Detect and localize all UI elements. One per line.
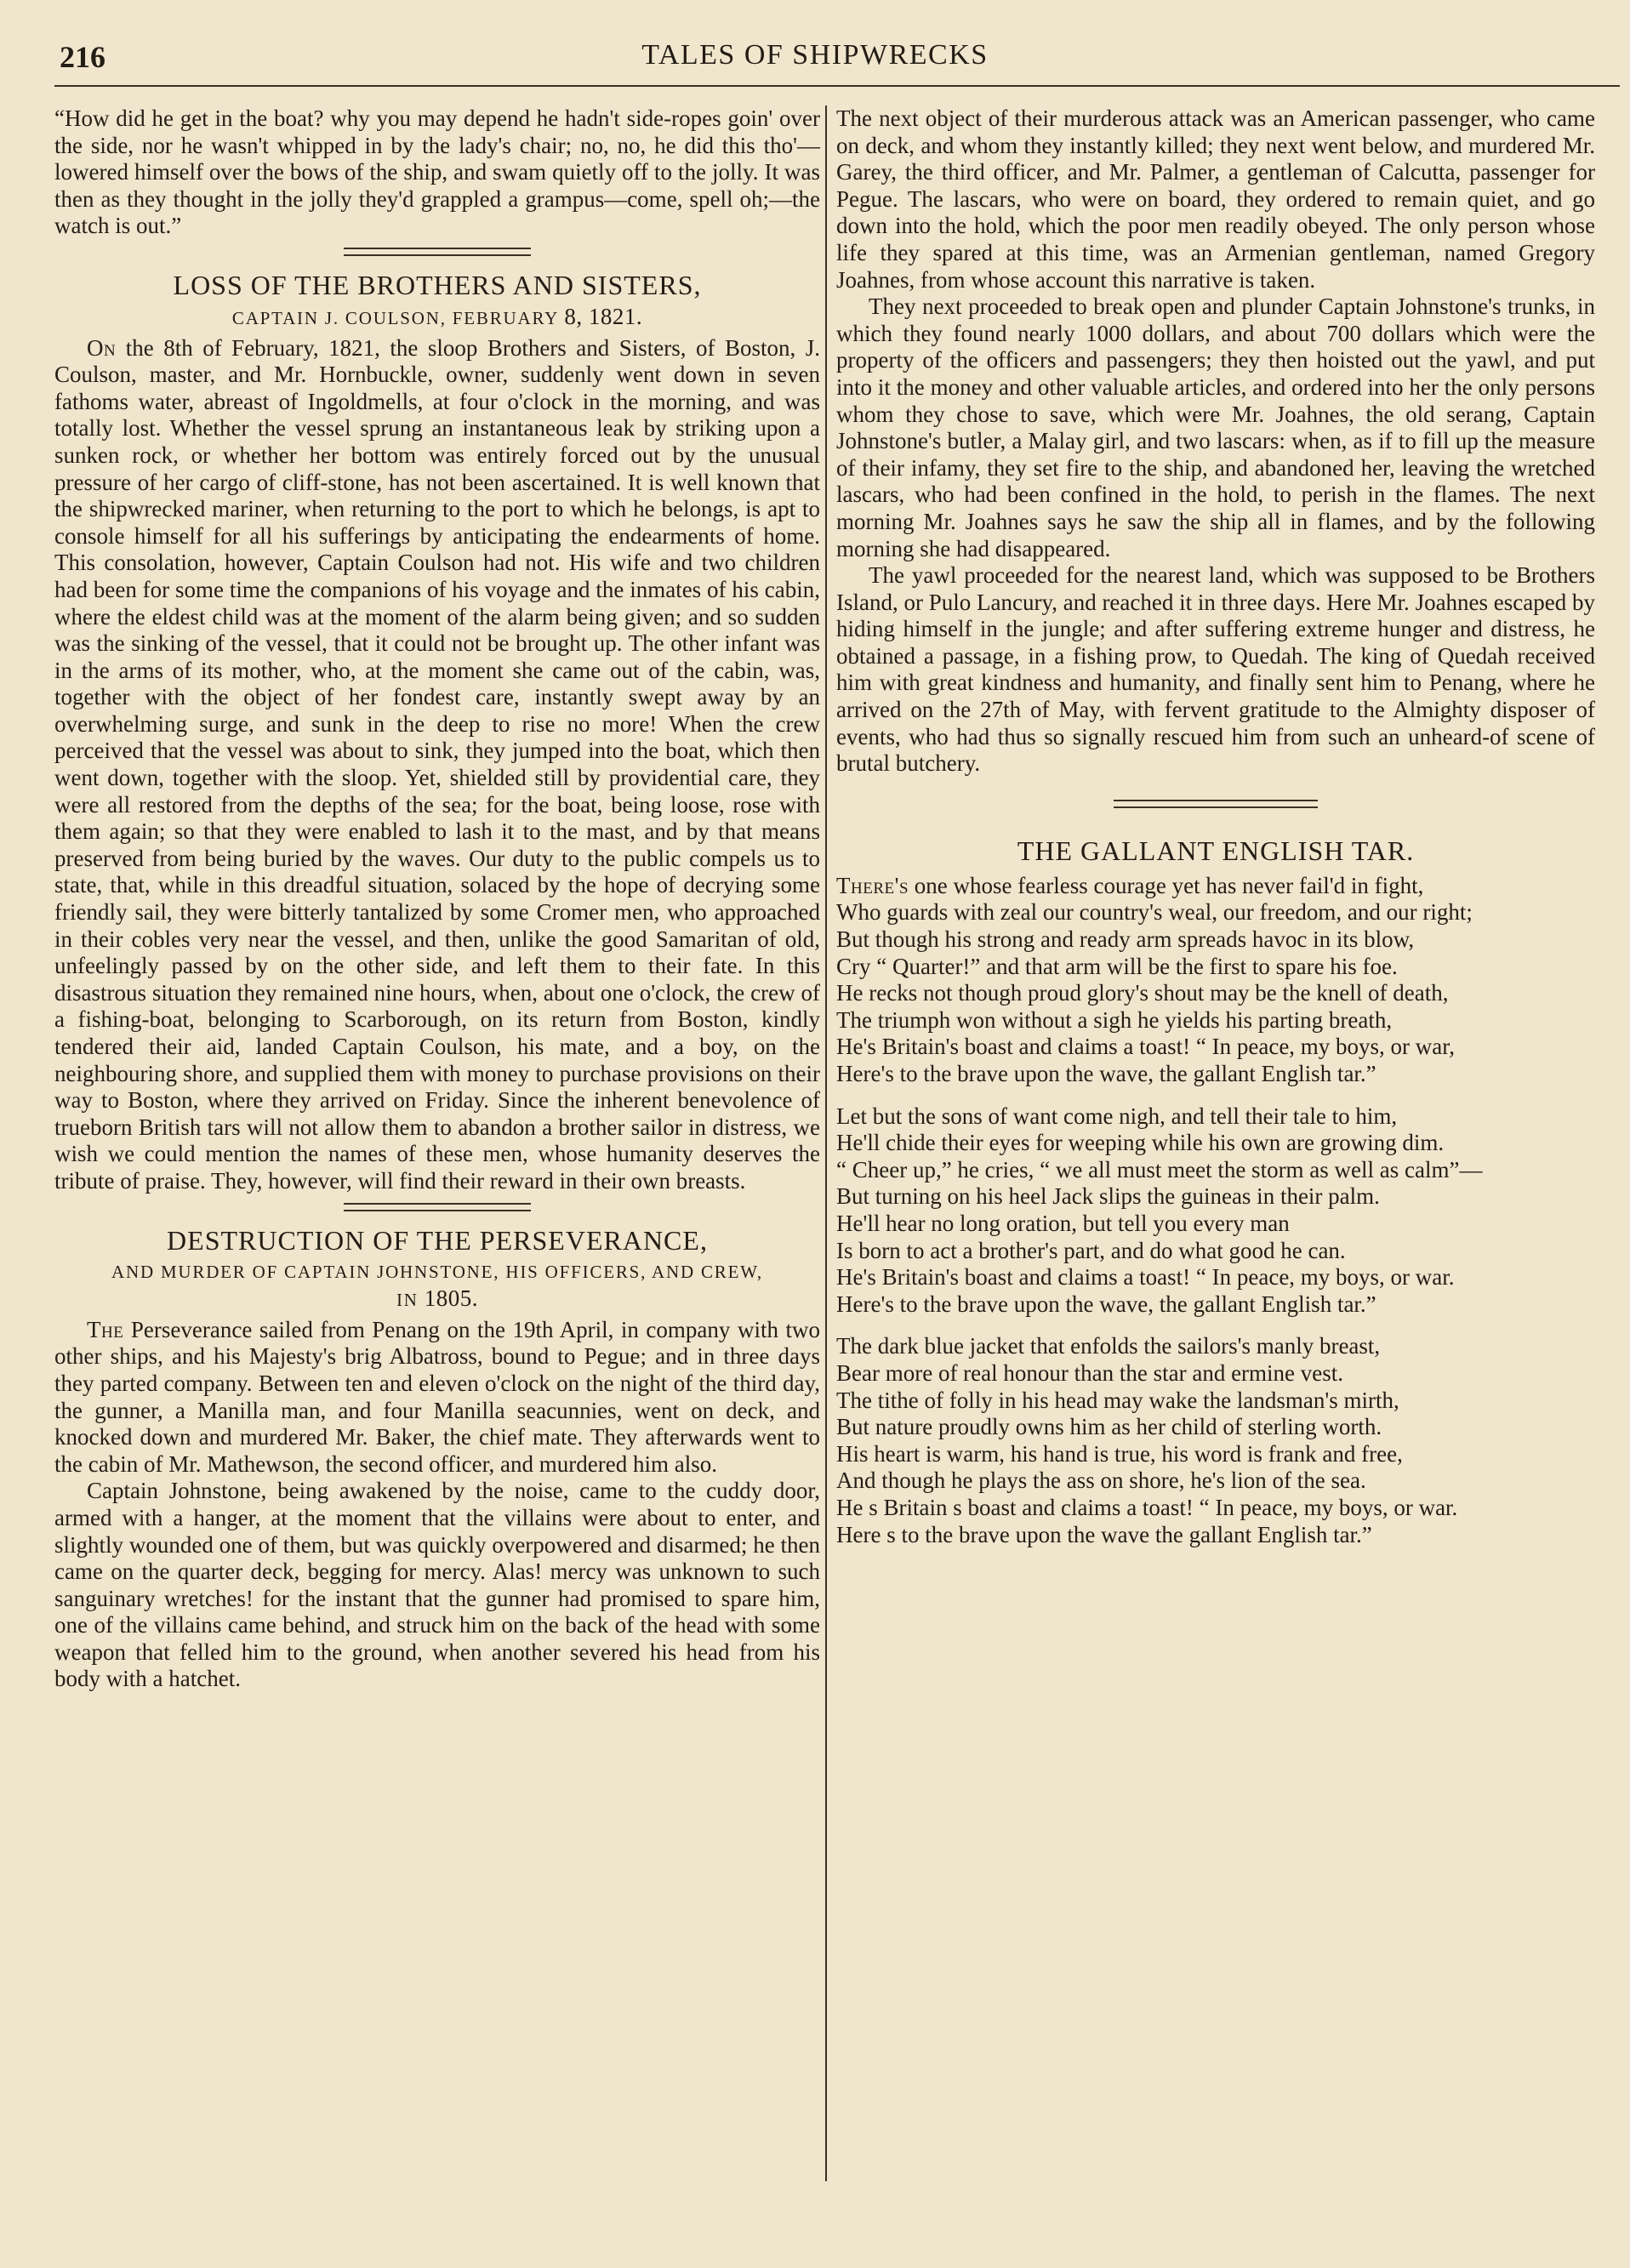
dateline-text: CAPTAIN J. COULSON, FEBRUARY [231, 307, 559, 328]
paragraph-text: the 8th of February, 1821, the sloop Brothers and Sisters, of Boston, J. Coulson, master, and Mr. Hornbuckle, owner, suddenly went down in seven fathoms water, abreast of Ingoldmells, at four o'clock in the morning, and was totally lost. Whether the vessel sprung an instantaneous leak by striking upon a sunken rock, or whether her bottom was entirely forced out by the unusual pressure of her cargo of cliff-stone, has not been ascertained. It is well known that the shipwrecked mariner, when returning to the port to which he belongs, is apt to console himself for all his sufferings by anticipating the endearments of home. This consolation, however, Captain Coulson had not. His wife and two children had been for some time the companions of his voyage and the inmates of his cabin, where the eldest child was at the moment of the alarm being given; and so sudden was the sinking of the vessel, that it could not be brought up. The other infant was in the arms of its mother, who, at the moment she came out of the cabin, was, together with the object of her fondest care, instantly swept away by an overwhelming surge, and sunk in the deep to rise no more! When the crew perceived that the vessel was about to sink, they jumped into the boat, which then went down, together with the sloop. Yet, shielded still by providential care, they were all restored from the depths of the sea; for the boat, being loose, rose with them again; so that they were enabled to lash it to the mast, and by that means preserved from being buried by the waves. Our duty to the public compels us to state, that, while in this dreadful situation, solaced by the hope of decrying some friendly sail, they were bitterly tantalized by some Cromer men, who approached in their cobles very near the vessel, and then, unlike the good Samaritan of old, unfeelingly passed by on the other side, and left them to their fate. In this disastrous situation they remained nine hours, when, about one o'clock, the crew of a fishing-boat, belonging to Scarborough, on its return from Boston, kindly tendered their aid, landed Captain Coulson, his mate, and a boy, on the neighbouring shore, and supplied them with money to purchase provisions on their way to Boston, where they arrived on Friday. Since the inherent benevolence of trueborn British tars will not allow them to abandon a brother sailor in distress, we wish we could mention the names of these men, whose humanity deserves the tribute of praise. They, however, will find their reward in their own breasts. [54, 334, 821, 1194]
poem-line: The triumph won without a sigh he yields his parting breath, [836, 1006, 1393, 1033]
poem-line: Cry “ Quarter!” and that arm will be the first to spare his foe. [836, 953, 1398, 979]
poem-title: THE GALLANT ENGLISH TAR. [1017, 835, 1415, 866]
poem-line: He's Britain's boast and claims a toast! “ In peace, my boys, or war. [836, 1264, 1455, 1291]
poem-stanza [836, 1103, 1595, 1319]
poem-line: He'll hear no long oration, but tell you every man [836, 1210, 1290, 1236]
dateline-date: 1805. [424, 1285, 479, 1312]
poem-stanza [836, 1333, 1595, 1548]
article-body-paragraph [54, 335, 820, 1195]
article-body-paragraph: Captain Johnstone, being awakened by the noise, came to the cuddy door, armed with a hanger, at the moment that the villains were about to enter, and slightly wounded one of them, but was quickly overpowered and disarmed; he then came on the quarter deck, begging for mercy. Alas! mercy was unknown to such sanguinary wretches! for the instant that the gunner had promised to spare him, one of the villains came behind, and struck him on the back of the head with some weapon that felled him to the ground, when another severed his head from his body with a hatchet. [54, 1478, 820, 1692]
article-body-paragraph: The next object of their murderous attack was an American passenger, who came on deck, and whom they instantly killed; they next went below, and murdered Mr. Garey, the third officer, and Mr. Palmer, a gentleman of Calcutta, passenger for Pegue. The lascars, who were on board, they ordered to remain quiet, and go down into the hold, which the poor men readily obeyed. The only person whose life they spared at this time, was an Armenian gentleman, named Gregory Joahnes, from whose account this narrative is taken. [836, 105, 1595, 293]
header-rule [54, 85, 1620, 87]
right-column [836, 105, 1595, 1564]
poem-line: Here's to the brave upon the wave, the gallant English tar.” [836, 1291, 1376, 1317]
poem-line: The tithe of folly in his head may wake the landsman's mirth, [836, 1387, 1399, 1413]
section-separator [344, 1203, 531, 1211]
article-body-paragraph [54, 1317, 820, 1479]
poem-line: Let but the sons of want come nigh, and tell their tale to him, [836, 1103, 1398, 1129]
dateline-prefix: IN [396, 1290, 419, 1311]
poem-line: Here s to the brave upon the wave the gallant English tar.” [836, 1521, 1372, 1547]
lead-word: There's [836, 872, 909, 898]
poem-line: Is born to act a brother's part, and do what good he can. [836, 1237, 1346, 1263]
poem-line: He s Britain s boast and claims a toast! “ In peace, my boys, or war. [836, 1494, 1458, 1520]
running-head [0, 39, 1630, 83]
poem-line: And though he plays the ass on shore, he's lion of the sea. [836, 1467, 1366, 1494]
dateline-text: AND MURDER OF CAPTAIN JOHNSTONE, HIS OFFICERS, AND CREW, [111, 1261, 763, 1282]
article-dateline [54, 304, 820, 333]
poem-line: But turning on his heel Jack slips the guineas in their palm. [836, 1183, 1380, 1210]
poem-line: But though his strong and ready arm spreads havoc in its blow, [836, 926, 1415, 953]
page-number: 216 [60, 40, 105, 74]
lead-word: On [87, 334, 117, 361]
poem-line: “ Cheer up,” he cries, “ we all must meet the storm as well as calm”— [836, 1156, 1483, 1182]
article-body-paragraph: The yawl proceeded for the nearest land, which was supposed to be Brothers Island, or Pulo Lancury, and reached it in three days. Here Mr. Joahnes escaped by hiding himself in the jungle; and after suffering extreme hunger and distress, he obtained a passage, in a fishing prow, to Quedah. The king of Quedah received him with great kindness and humanity, and finally sent him to Penang, where he arrived on the 27th of May, with fervent gratitude to the Almighty disposer of events, who had thus so signally rescued him from such an unheard-of scene of brutal butchery. [836, 562, 1595, 777]
poem-line: His heart is warm, his hand is true, his word is frank and free, [836, 1440, 1403, 1467]
running-title: TALES OF SHIPWRECKS [641, 39, 989, 71]
poem-line: Here's to the brave upon the wave, the gallant English tar.” [836, 1061, 1376, 1086]
poem-line: He's Britain's boast and claims a toast! “ In peace, my boys, or war, [836, 1034, 1455, 1060]
verse-text: one whose fearless courage yet has never fail'd in fight, [914, 872, 1424, 898]
section-separator [344, 248, 531, 256]
paragraph-text: Perseverance sailed from Penang on the 19th April, in company with two other ships, and his Majesty's brig Albatross, bound to Pegue; and in three days they parted company. Between ten and eleven o'clock on the night of the third day, the gunner, a Manilla man, and four Manilla seacunnies, went on deck, and knocked down and murdered Mr. Baker, the chief mate. They afterwards went to the cabin of Mr. Mathewson, the second officer, and murdered him also. [54, 1316, 821, 1477]
poem [836, 873, 1595, 1548]
article-title-brothers-and-sisters: LOSS OF THE BROTHERS AND SISTERS, [173, 269, 702, 300]
poem-line: But nature proudly owns him as her child of sterling worth. [836, 1414, 1382, 1440]
left-column [54, 105, 820, 1693]
poem-stanza [836, 873, 1595, 1088]
article-body-paragraph: They next proceeded to break open and plunder Captain Johnstone's trunks, in which they found nearly 1000 dollars, and about 700 dollars which were the property of the officers and passengers; they then hoisted out the yawl, and put into it the money and other valuable articles, and ordered into her the only persons whom they chose to save, which were Mr. Joahnes, the old serang, Captain Johnstone's butler, a Malay girl, and two lascars: when, as if to fill up the measure of their infamy, they set fire to the ship, and abandoned her, leaving the wretched lascars, who had been confined in the hold, to perish in the flames. The next morning Mr. Joahnes says he saw the ship all in flames, and by the following morning she had disappeared. [836, 293, 1595, 561]
section-separator [1114, 800, 1318, 808]
dateline-date: 8, 1821. [564, 303, 643, 329]
continuation-paragraph: “How did he get in the boat? why you may depend he hadn't side-ropes goin' over the side, nor he wasn't whipped in by the lady's chair; no, no, he did this tho'—lowered himself over the bows of the ship, and swam quietly off to the jolly. It was then as they thought in the jolly they'd grappled a grampus—come, spell oh;—the watch is out.” [54, 105, 820, 239]
poem-line [836, 873, 1595, 900]
article-title-perseverance: DESTRUCTION OF THE PERSEVERANCE, [167, 1224, 708, 1256]
poem-line: The dark blue jacket that enfolds the sailors's manly breast, [836, 1333, 1381, 1359]
poem-line: He'll chide their eyes for weeping while his own are growing dim. [836, 1130, 1445, 1156]
lead-word: The [87, 1316, 124, 1342]
poem-line: He recks not though proud glory's shout may be the knell of death, [836, 980, 1449, 1006]
column-divider [825, 105, 827, 2181]
poem-line: Bear more of real honour than the star and ermine vest. [836, 1359, 1344, 1386]
article-dateline [54, 1259, 820, 1314]
poem-line: Who guards with zeal our country's weal, our freedom, and our right; [836, 899, 1473, 926]
